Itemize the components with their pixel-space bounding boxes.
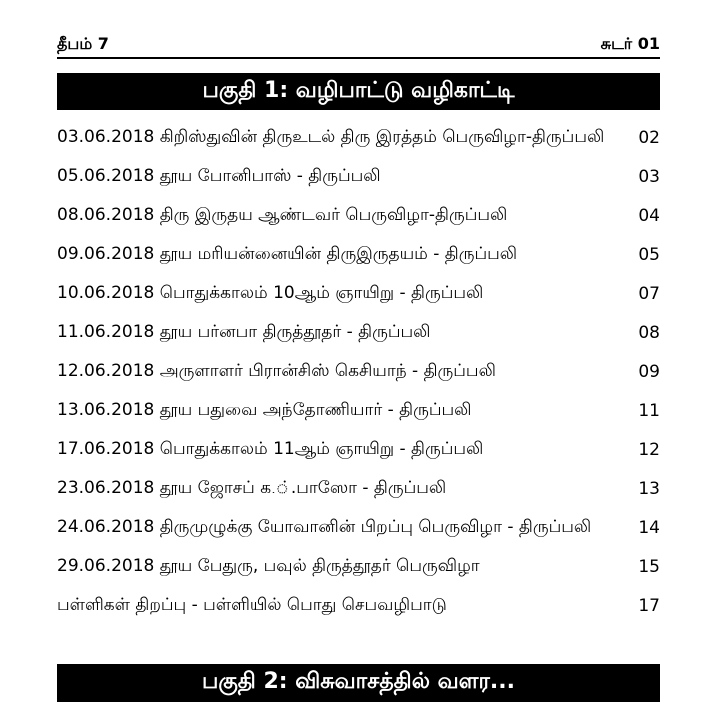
- issue-label: தீபம் 7: [57, 34, 109, 53]
- toc-entry-page: 08: [638, 322, 660, 343]
- toc-entry-page: 09: [638, 361, 660, 382]
- toc-entry-page: 07: [638, 283, 660, 304]
- toc-entry-text: 12.06.2018 அருளாளர் பிரான்சிஸ் கெசியாந் - திருப்பலி: [57, 360, 496, 381]
- toc-entry-text: 05.06.2018 தூய போனிபாஸ் - திருப்பலி: [57, 165, 381, 186]
- toc-entry-page: 02: [638, 127, 660, 148]
- toc-entry-page: 14: [638, 517, 660, 538]
- toc-entry-page: 03: [638, 166, 660, 187]
- toc-entry-text: 08.06.2018 திரு இருதய ஆண்டவர் பெருவிழா-திருப்பலி: [57, 204, 508, 225]
- toc-entry-text: 03.06.2018 கிறிஸ்துவின் திருஉடல் திரு இரத்தம் பெருவிழா-திருப்பலி: [57, 126, 605, 147]
- toc-entry-page: 17: [638, 595, 660, 616]
- toc-entry-page: 15: [638, 556, 660, 577]
- toc-entry: [57, 547, 660, 586]
- toc-entry: [57, 313, 660, 352]
- toc-entry-text: 13.06.2018 தூய பதுவை அந்தோணியார் - திருப்பலி: [57, 399, 472, 420]
- toc-entry-text: 11.06.2018 தூய பர்னபா திருத்தூதர் - திருப்பலி: [57, 321, 431, 342]
- section-1-title: பகுதி 1: வழிபாட்டு வழிகாட்டி: [202, 77, 515, 103]
- toc-entry-page: 05: [638, 244, 660, 265]
- toc-entry-page: 11: [638, 400, 660, 421]
- toc-entry: [57, 274, 660, 313]
- toc-entry: [57, 235, 660, 274]
- section-1-heading: [57, 73, 660, 110]
- toc-entry: [57, 157, 660, 196]
- toc-entry-page: 12: [638, 439, 660, 460]
- header-divider: [57, 57, 660, 59]
- toc-entry: [57, 430, 660, 469]
- edition-label: சுடர் 01: [600, 34, 660, 53]
- toc-entry: [57, 586, 660, 625]
- toc-entry: [57, 352, 660, 391]
- toc-entry-page: 04: [638, 205, 660, 226]
- toc-entry-text: 29.06.2018 தூய பேதுரு, பவுல் திருத்தூதர் பெருவிழா: [57, 555, 480, 576]
- toc-entry-page: 13: [638, 478, 660, 499]
- toc-entry: [57, 469, 660, 508]
- toc-entry-text: 09.06.2018 தூய மரியன்னையின் திருஇருதயம் - திருப்பலி: [57, 243, 518, 264]
- toc-entry-text: 10.06.2018 பொதுக்காலம் 10ஆம் ஞாயிறு - திருப்பலி: [57, 282, 484, 303]
- section-2-title: பகுதி 2: விசுவாசத்தில் வளர...: [202, 669, 515, 694]
- section-2-heading: [57, 664, 660, 702]
- toc-entry-text: 23.06.2018 தூய ஜோசப் க.்.பாஸோ - திருப்பலி: [57, 477, 447, 498]
- toc-entry: [57, 196, 660, 235]
- table-of-contents: [57, 118, 660, 625]
- toc-entry-text: பள்ளிகள் திறப்பு - பள்ளியில் பொது செபவழிபாடு: [57, 594, 447, 615]
- toc-entry-text: 24.06.2018 திருமுழுக்கு யோவானின் பிறப்பு பெருவிழா - திருப்பலி: [57, 516, 592, 537]
- toc-entry: [57, 508, 660, 547]
- toc-entry-text: 17.06.2018 பொதுக்காலம் 11ஆம் ஞாயிறு - திருப்பலி: [57, 438, 484, 459]
- toc-entry: [57, 391, 660, 430]
- toc-entry: [57, 118, 660, 157]
